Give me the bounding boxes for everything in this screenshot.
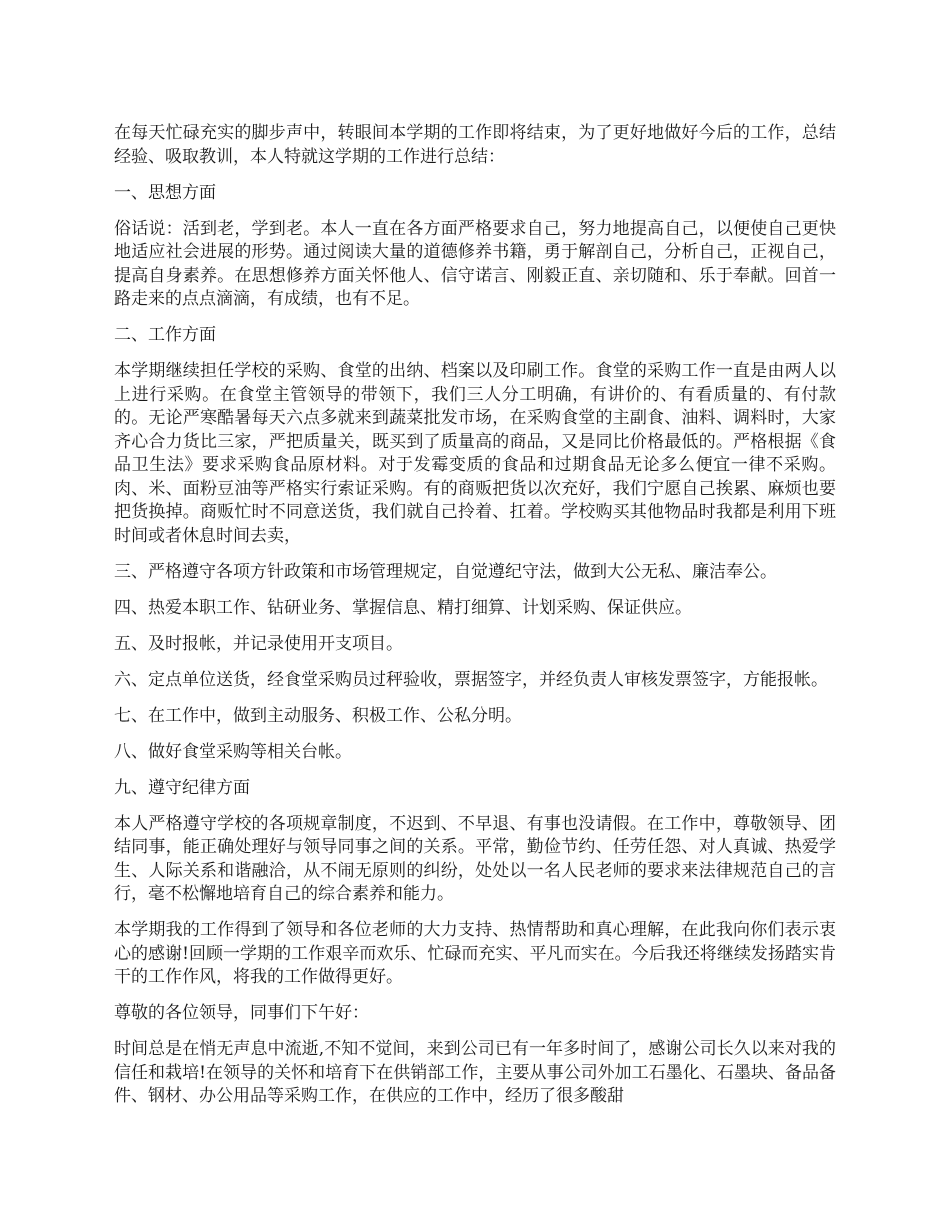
item-six: 六、定点单位送货，经食堂采购员过秤验收，票据签字，并经负责人审核发票签字，方能报帐。	[114, 669, 828, 690]
closing-paragraph: 本学期我的工作得到了领导和各位老师的大力支持、热情帮助和真心理解，在此我向你们表示衷心的感谢!回顾一学期的工作艰辛而欢乐、忙碌而充实、平凡而实在。今后我还将继续发扬踏实肯干的工作作风，将我的工作做得更好。	[114, 920, 836, 987]
item-five: 五、及时报帐，并记录使用开支项目。	[114, 633, 403, 654]
section-heading-discipline: 九、遵守纪律方面	[114, 777, 250, 798]
discipline-paragraph: 本人严格遵守学校的各项规章制度，不迟到、不早退、有事也没请假。在工作中，尊敬领导、团结同事，能正确处理好与领导同事之间的关系。平常，勤俭节约、任劳任怨、对人真诚、热爱学生、人际关系和谐融洽，从不闹无原则的纠纷，处处以一名人民老师的要求来法律规范自己的言行，毫不松懈地培育自己的综合素养和能力。	[114, 813, 836, 904]
item-eight: 八、做好食堂采购等相关台帐。	[114, 741, 352, 762]
work-paragraph: 本学期继续担任学校的采购、食堂的出纳、档案以及印刷工作。食堂的采购工作一直是由两人以上进行采购。在食堂主管领导的带领下，我们三人分工明确，有讲价的、有看质量的、有付款的。无论严寒酷暑每天六点多就来到蔬菜批发市场，在采购食堂的主副食、油料、调料时，大家齐心合力货比三家，严把质量关，既买到了质量高的商品，又是同比价格最低的。严格根据《食品卫生法》要求采购食品原材料。对于发霉变质的食品和过期食品无论多么便宜一律不采购。肉、米、面粉豆油等严格实行索证采购。有的商贩把货以次充好，我们宁愿自己挨累、麻烦也要把货换掉。商贩忙时不同意送货，我们就自己拎着、扛着。学校购买其他物品时我都是利用下班时间或者休息时间去卖，	[114, 361, 836, 546]
final-paragraph: 时间总是在悄无声息中流逝,不知不觉间，来到公司已有一年多时间了，感谢公司长久以来对我的信任和栽培!在领导的关怀和培育下在供销部工作，主要从事公司外加工石墨化、石墨块、备品备件、钢材、办公用品等采购工作，在供应的工作中，经历了很多酸甜	[114, 1039, 836, 1106]
section-heading-ideology: 一、思想方面	[114, 182, 216, 203]
section-heading-work: 二、工作方面	[114, 325, 216, 345]
item-three: 三、严格遵守各项方针政策和市场管理规定，自觉遵纪守法，做到大公无私、廉洁奉公。	[114, 561, 777, 582]
ideology-paragraph: 俗话说：活到老，学到老。本人一直在各方面严格要求自己，努力地提高自己，以便使自己更快地适应社会进展的形势。通过阅读大量的道德修养书籍，勇于解剖自己，分析自己，正视自己，提高自身素养。在思想修养方面关怀他人、信守诺言、刚毅正直、亲切随和、乐于奉献。回首一路走来的点点滴滴，有成绩，也有不足。	[114, 218, 836, 309]
item-four: 四、热爱本职工作、钻研业务、掌握信息、精打细算、计划采购、保证供应。	[114, 597, 692, 618]
greeting-line: 尊敬的各位领导，同事们下午好：	[114, 1003, 369, 1023]
document-body	[114, 122, 836, 1121]
intro-paragraph: 在每天忙碌充实的脚步声中，转眼间本学期的工作即将结束，为了更好地做好今后的工作，总结经验、吸取教训，本人特就这学期的工作进行总结：	[114, 123, 836, 167]
item-seven: 七、在工作中，做到主动服务、积极工作、公私分明。	[114, 705, 522, 726]
